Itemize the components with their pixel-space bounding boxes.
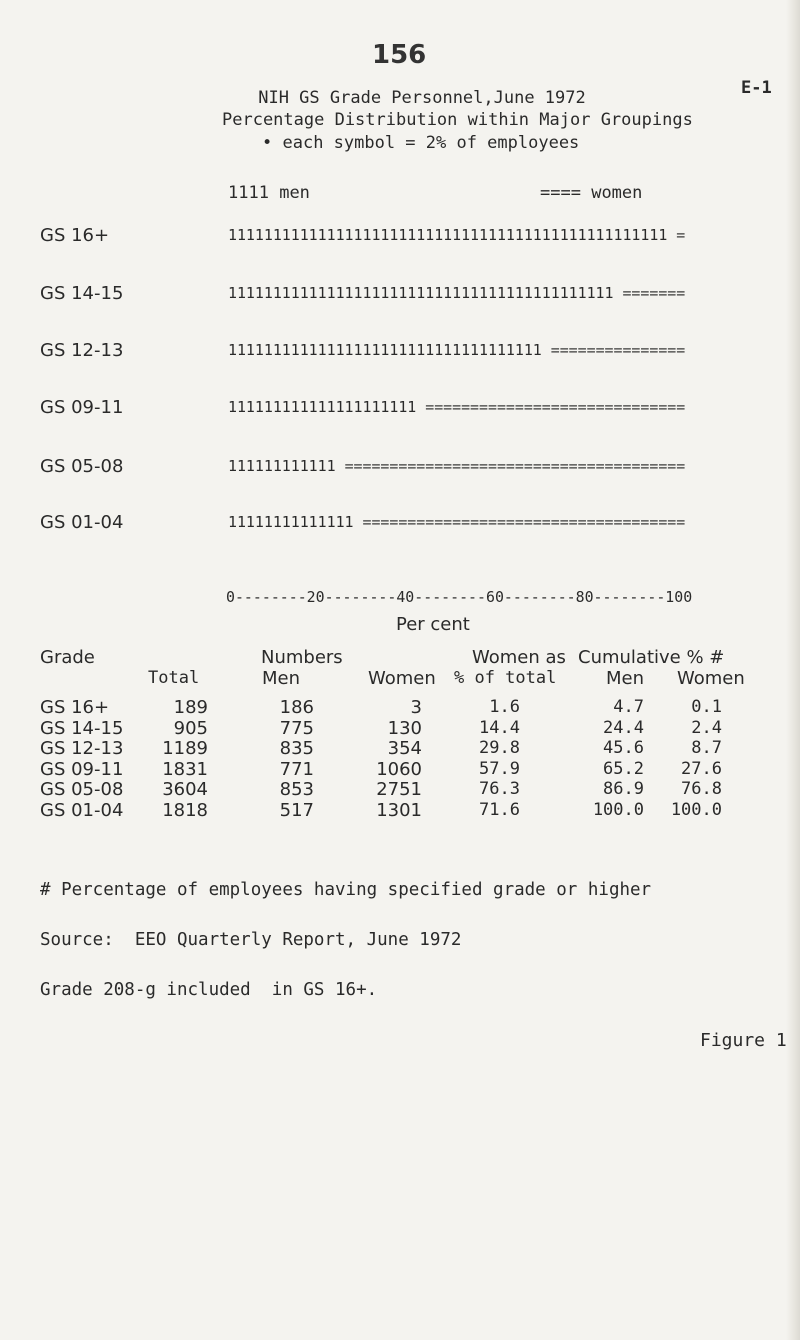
cell-grade: GS 12-13 — [40, 738, 124, 759]
page-number: 156 — [372, 40, 427, 70]
bar-women-segment: =============== — [550, 341, 686, 359]
bar-grade-label: GS 14-15 — [40, 283, 124, 304]
bar-men-segment: 11111111111111111111111111111111111 — [228, 341, 542, 359]
header-women: Women — [368, 668, 436, 689]
header-cumulative: Cumulative % # — [578, 647, 725, 668]
cell-total: 189 — [173, 697, 208, 718]
cell-cum-women: 100.0 — [670, 799, 722, 820]
bar-row — [228, 341, 685, 359]
bar-grade-label: GS 12-13 — [40, 340, 124, 361]
legend-women-symbol: ==== — [540, 183, 581, 203]
cell-men: 775 — [279, 717, 314, 739]
cell-women-pct: 71.6 — [479, 799, 520, 820]
bar-grade-label: GS 05-08 — [40, 456, 124, 477]
cell-women: 2751 — [376, 779, 422, 800]
cell-women: 1301 — [376, 799, 422, 821]
cell-women-pct: 1.6 — [489, 697, 520, 717]
bar-men-segment: 111111111111111111111 — [228, 398, 417, 416]
legend-women-label: women — [591, 183, 643, 203]
percent-scale: 0--------20--------40--------60--------80--------100 — [226, 588, 693, 606]
cell-total: 905 — [173, 717, 208, 739]
cell-cum-women: 8.7 — [691, 738, 722, 758]
cell-women-pct: 14.4 — [479, 717, 520, 738]
bar-men-segment: 1111111111111111111111111111111111111111111 — [228, 284, 614, 302]
bar-row — [228, 398, 685, 416]
bar-men-segment: 11111111111111 — [228, 513, 354, 531]
cell-women: 3 — [410, 697, 422, 718]
cell-cum-women: 76.8 — [681, 779, 722, 799]
cell-total: 1818 — [162, 799, 208, 821]
bar-row — [228, 226, 685, 244]
bar-grade-label: GS 01-04 — [40, 512, 124, 533]
legend-women — [540, 183, 642, 203]
cell-total: 3604 — [162, 779, 208, 800]
cell-cum-women: 27.6 — [681, 758, 722, 779]
cell-women-pct: 57.9 — [479, 758, 520, 779]
footnote-grade: Grade 208-g included in GS 16+. — [40, 980, 378, 1000]
cell-grade: GS 05-08 — [40, 779, 124, 800]
header-cum-women: Women — [677, 668, 745, 689]
cell-men: 853 — [279, 779, 314, 800]
footnote-cumulative: # Percentage of employees having specified grade or higher — [40, 880, 652, 900]
cell-women: 1060 — [376, 758, 422, 780]
legend-men-label: men — [279, 183, 310, 203]
cell-cum-men: 100.0 — [592, 799, 644, 820]
legend-men-symbol: 1111 — [228, 183, 269, 203]
cell-women-pct: 29.8 — [479, 738, 520, 758]
title-line-3-text: each symbol = 2% of employees — [282, 133, 580, 153]
bar-men-segment: 111111111111 — [228, 457, 336, 475]
footnote-source: Source: EEO Quarterly Report, June 1972 — [40, 930, 462, 950]
cell-grade: GS 01-04 — [40, 799, 124, 821]
cell-grade: GS 14-15 — [40, 717, 124, 739]
cell-cum-men: 65.2 — [603, 758, 644, 779]
figure-label: Figure 1 — [700, 1030, 787, 1051]
header-total: Total — [148, 668, 200, 688]
header-women-as: Women as — [472, 647, 566, 668]
cell-men: 186 — [279, 697, 314, 718]
cell-men: 517 — [279, 799, 314, 821]
cell-grade: GS 09-11 — [40, 758, 124, 780]
cell-cum-men: 24.4 — [603, 717, 644, 738]
header-numbers: Numbers — [261, 647, 343, 668]
cell-women-pct: 76.3 — [479, 779, 520, 799]
cell-cum-men: 86.9 — [603, 779, 644, 799]
bar-women-segment: ====================================== — [344, 457, 686, 475]
title-line-2: Percentage Distribution within Major Groupings — [222, 110, 693, 130]
bar-women-segment: ============================= — [425, 398, 686, 416]
bar-grade-label: GS 16+ — [40, 225, 110, 246]
title-line-1: NIH GS Grade Personnel,June 1972 — [258, 88, 586, 108]
bar-row — [228, 513, 685, 531]
header-cum-men: Men — [606, 668, 645, 689]
header-men: Men — [262, 668, 301, 689]
bar-women-segment: ======= — [622, 284, 686, 302]
cell-men: 835 — [279, 738, 314, 759]
cell-men: 771 — [279, 758, 314, 780]
cell-cum-men: 45.6 — [603, 738, 644, 758]
cell-total: 1189 — [162, 738, 208, 759]
page-edge-shadow — [786, 0, 800, 1340]
header-grade: Grade — [40, 647, 95, 668]
bar-row — [228, 457, 685, 475]
header-pct-total: % of total — [454, 668, 557, 688]
cell-grade: GS 16+ — [40, 697, 110, 718]
legend-men — [228, 183, 310, 203]
bar-row — [228, 284, 685, 302]
bar-women-segment: ==================================== — [362, 513, 686, 531]
cell-cum-women: 2.4 — [691, 717, 722, 738]
axis-label: Per cent — [396, 614, 470, 635]
cell-total: 1831 — [162, 758, 208, 780]
corner-label: E-1 — [741, 78, 772, 98]
bar-men-segment: 1111111111111111111111111111111111111111111111111 — [228, 226, 668, 244]
title-line-3 — [262, 133, 579, 153]
bar-women-segment: = — [676, 226, 686, 244]
cell-women: 130 — [387, 717, 422, 739]
cell-women: 354 — [387, 738, 422, 759]
bar-grade-label: GS 09-11 — [40, 397, 124, 418]
cell-cum-men: 4.7 — [613, 697, 644, 717]
cell-cum-women: 0.1 — [691, 697, 722, 717]
bullet-dot: • — [262, 133, 283, 153]
